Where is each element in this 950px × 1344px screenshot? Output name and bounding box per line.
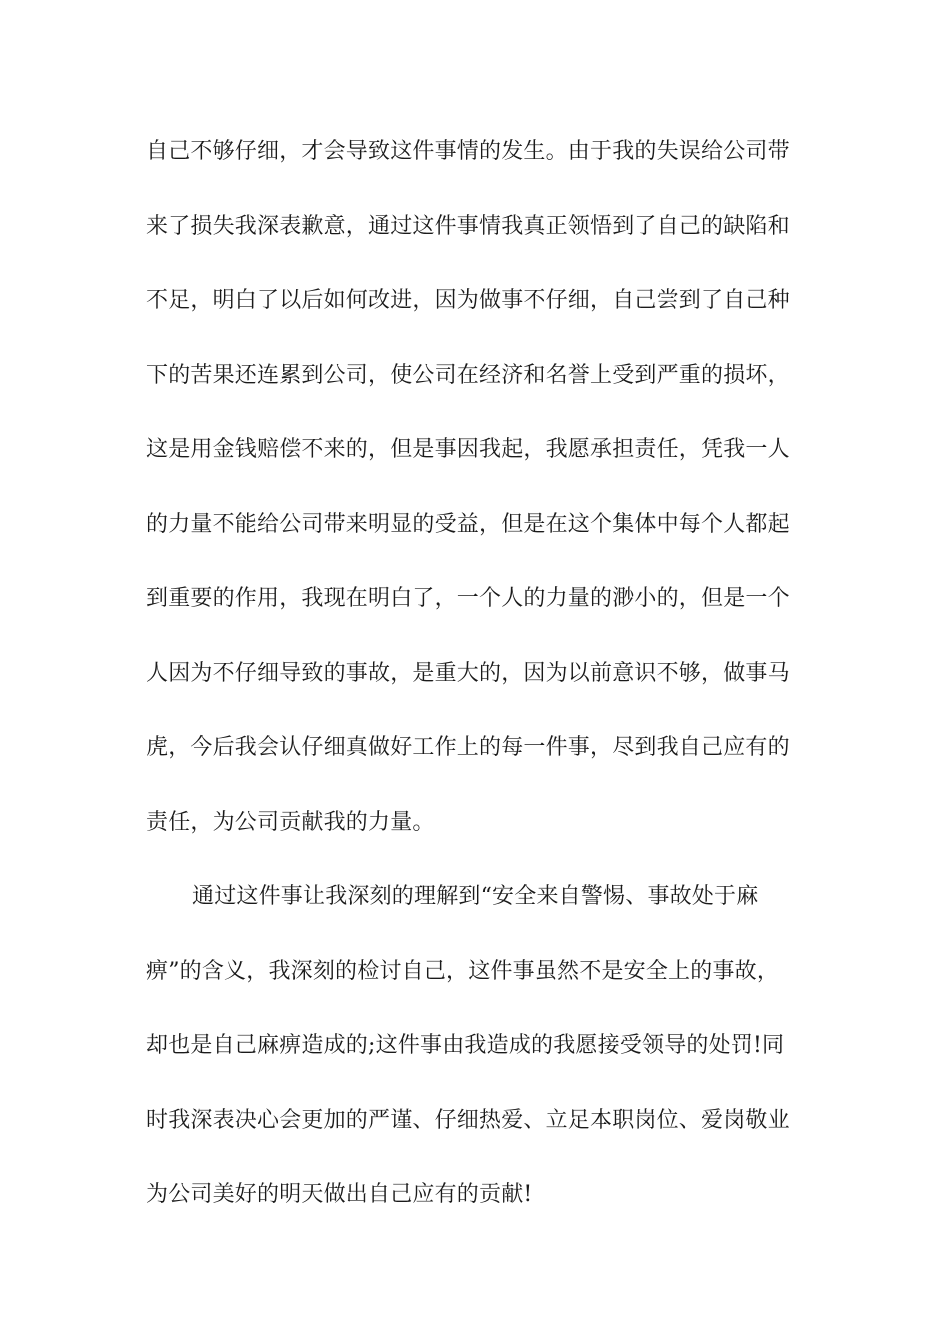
text-line: 痹”的含义，我深刻的检讨自己，这件事虽然不是安全上的事故， bbox=[146, 958, 780, 984]
text-line: 的力量不能给公司带来明显的受益，但是在这个集体中每个人都起 bbox=[146, 511, 790, 537]
text-line: 不足，明白了以后如何改进，因为做事不仔细，自己尝到了自己种 bbox=[146, 288, 790, 313]
text-line: 时我深表决心会更加的严谨、仔细热爱、立足本职岗位、爱岗敬业 bbox=[146, 1107, 790, 1133]
text-line: 却也是自己麻痹造成的;这件事由我造成的我愿接受领导的处罚!同 bbox=[146, 1033, 785, 1058]
text-line: 责任，为公司贡献我的力量。 bbox=[146, 809, 435, 835]
text-line: 来了损失我深表歉意，通过这件事情我真正领悟到了自己的缺陷和 bbox=[146, 213, 790, 239]
text-line: 这是用金钱赔偿不来的，但是事因我起，我愿承担责任，凭我一人 bbox=[146, 437, 790, 462]
paragraph-2 bbox=[146, 875, 808, 1248]
text-line: 人因为不仔细导致的事故，是重大的，因为以前意识不够，做事马 bbox=[146, 660, 790, 686]
text-line: 虎，今后我会认仔细真做好工作上的每一件事，尽到我自己应有的 bbox=[146, 735, 790, 760]
text-line: 到重要的作用，我现在明白了，一个人的力量的渺小的，但是一个 bbox=[146, 586, 790, 611]
text-line: 为公司美好的明天做出自己应有的贡献! bbox=[146, 1182, 533, 1207]
body-text bbox=[146, 130, 808, 1248]
text-line: 下的苦果还连累到公司，使公司在经济和名誉上受到严重的损坏， bbox=[146, 362, 790, 388]
paragraph-1 bbox=[146, 130, 808, 875]
text-line: 自己不够仔细，才会导致这件事情的发生。由于我的失误给公司带 bbox=[146, 139, 790, 164]
text-line: 通过这件事让我深刻的理解到“安全来自警惕、事故处于麻 bbox=[192, 884, 759, 909]
